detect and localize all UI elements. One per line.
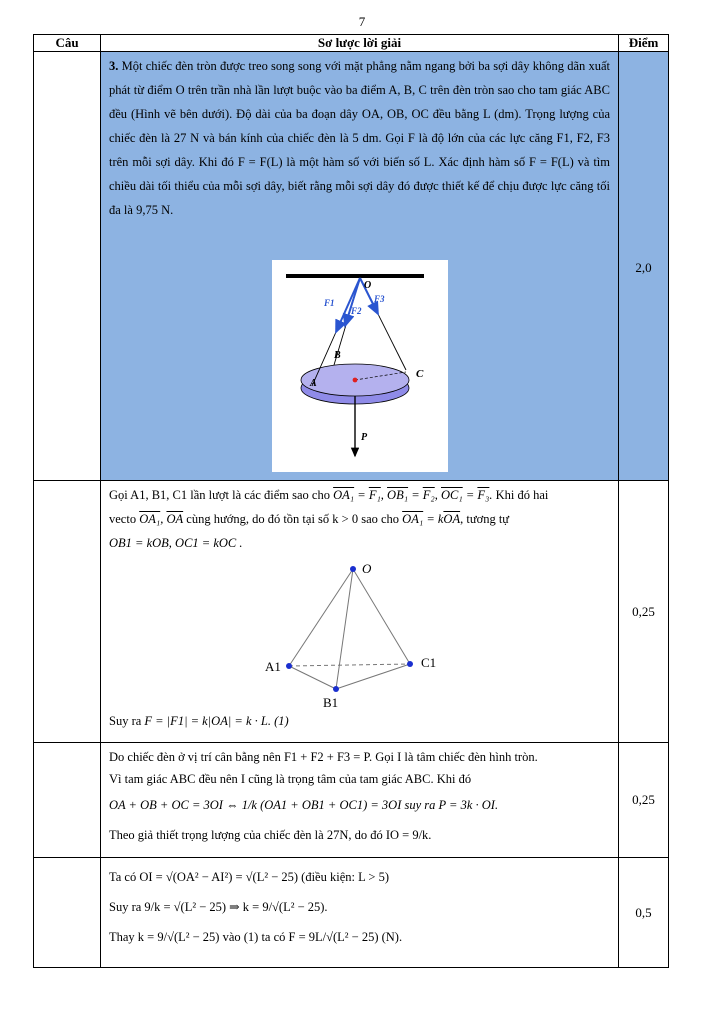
label-o: O bbox=[361, 561, 371, 576]
step1-line1b: Khi đó hai bbox=[495, 488, 549, 502]
question-cell bbox=[34, 481, 101, 743]
step1-cell bbox=[101, 481, 619, 743]
label-c: C bbox=[415, 368, 423, 380]
step1-score: 0,25 bbox=[619, 481, 669, 743]
step3-row bbox=[34, 858, 669, 968]
step1-line1a: Gọi A1, B1, C1 lần lượt là các điểm sao cho bbox=[109, 488, 330, 502]
label-c1: C1 bbox=[420, 655, 436, 670]
label-f3: F3 bbox=[373, 294, 385, 304]
problem-number: 3. bbox=[109, 59, 119, 73]
label-a1: A1 bbox=[264, 659, 281, 674]
step1-k-eq: $OA_1 = k\overline{OA}$ bbox=[402, 512, 461, 526]
step1-result-prefix: Suy ra bbox=[109, 714, 142, 728]
label-f1: F1 bbox=[323, 298, 335, 308]
ceiling-bar bbox=[286, 274, 424, 278]
pyramid-figure bbox=[245, 557, 475, 707]
label-a: A bbox=[309, 378, 317, 389]
step1-row bbox=[34, 481, 669, 743]
label-p: P bbox=[360, 432, 367, 443]
problem-score-value: 2,0 bbox=[635, 260, 652, 275]
solution-table bbox=[33, 34, 669, 968]
step2-line1: Do chiếc đèn ở vị trí cân bằng nên F1 + F2 + F3 = P. Gọi I là tâm chiếc đèn hình tròn. bbox=[109, 750, 538, 764]
step2-eq: OA + OB + OC = 3OI ⇔ 1/k (OA1 + OB1 + OC1) = 3OI suy ra P = 3k · OI. bbox=[109, 798, 499, 812]
vector-f1 bbox=[336, 278, 360, 332]
step3-line1: Ta có OI = √(OA² − AI²) = √(L² − 25) (điều kiện: L > 5) bbox=[109, 870, 389, 884]
question-cell bbox=[34, 858, 101, 968]
lamp-center bbox=[352, 378, 357, 383]
problem-cell bbox=[101, 52, 619, 481]
page-number: 7 bbox=[358, 14, 366, 29]
lamp-figure bbox=[272, 260, 448, 472]
step2-cell bbox=[101, 743, 619, 858]
header-loi-giai: Sơ lược lời giải bbox=[101, 35, 619, 52]
step1-line3: OB1 = kOB, OC1 = kOC . bbox=[109, 536, 243, 550]
step1-line2a: vecto bbox=[109, 512, 137, 526]
step2-line4: Theo giả thiết trọng lượng của chiếc đèn là 27N, do đó IO = 9/k. bbox=[109, 828, 432, 842]
step2-line2: Vì tam giác ABC đều nên I cũng là trọng tâm của tam giác ABC. Khi đó bbox=[109, 772, 472, 786]
label-o: O bbox=[363, 280, 371, 291]
problem-row bbox=[34, 52, 669, 481]
step2-row bbox=[34, 743, 669, 858]
label-b: B bbox=[333, 350, 341, 361]
step2-score: 0,25 bbox=[619, 743, 669, 858]
problem-score bbox=[619, 52, 669, 481]
step3-line3: Thay k = 9/√(L² − 25) vào (1) ta có F = 9L/√(L² − 25) (N). bbox=[109, 930, 403, 944]
step3-score: 0,5 bbox=[619, 858, 669, 968]
label-b1: B1 bbox=[322, 695, 338, 707]
step1-line2b: cùng hướng, do đó tồn tại số k > 0 sao cho bbox=[186, 512, 400, 526]
step1-vector-eq: OA₁ = F₁, OB₁ = F₂, OC₁ = F₃. bbox=[333, 488, 493, 502]
problem-text: Một chiếc đèn tròn được treo song song với mặt phẳng nằm ngang bởi ba sợi dây không dãn xuất phát từ điểm O trên trần nhà lần lượt buộc vào ba điểm A, B, C trên đèn tròn sao cho tam giác ABC đều (Hình vẽ bên dưới). Độ dài của ba đoạn dây OA, OB, OC đều bằng L (dm). Trọng lượng của chiếc đèn là 27 N và bán kính của chiếc đèn là 5 dm. Gọi F là độ lớn của các lực căng F1, F2, F3 trên mỗi sợi dây. Khi đó F = F(L) là một hàm số với biến số L. Xác định hàm số F = F(L) và tìm chiều dài tối thiểu của mỗi sợi dây, biết rằng mỗi sợi dây đó được thiết kế để chịu được lực căng tối đa là 9,75 N. bbox=[109, 59, 611, 217]
step1-result: F = |F1| = k|OA| = k · L. (1) bbox=[144, 714, 289, 728]
step1-vectors: OA₁, $\overline{OA}$ bbox=[139, 512, 184, 526]
header-diem: Điểm bbox=[619, 35, 669, 52]
step1-line2c: , tương tự bbox=[460, 512, 510, 526]
question-cell bbox=[34, 743, 101, 858]
vector-f2 bbox=[345, 278, 360, 326]
step3-cell bbox=[101, 858, 619, 968]
label-f2: F2 bbox=[350, 306, 362, 316]
question-cell bbox=[34, 52, 101, 481]
table-header bbox=[34, 35, 669, 52]
step3-line2: Suy ra 9/k = √(L² − 25) ⇒ k = 9/√(L² − 25). bbox=[109, 900, 328, 914]
header-cau: Câu bbox=[34, 35, 101, 52]
